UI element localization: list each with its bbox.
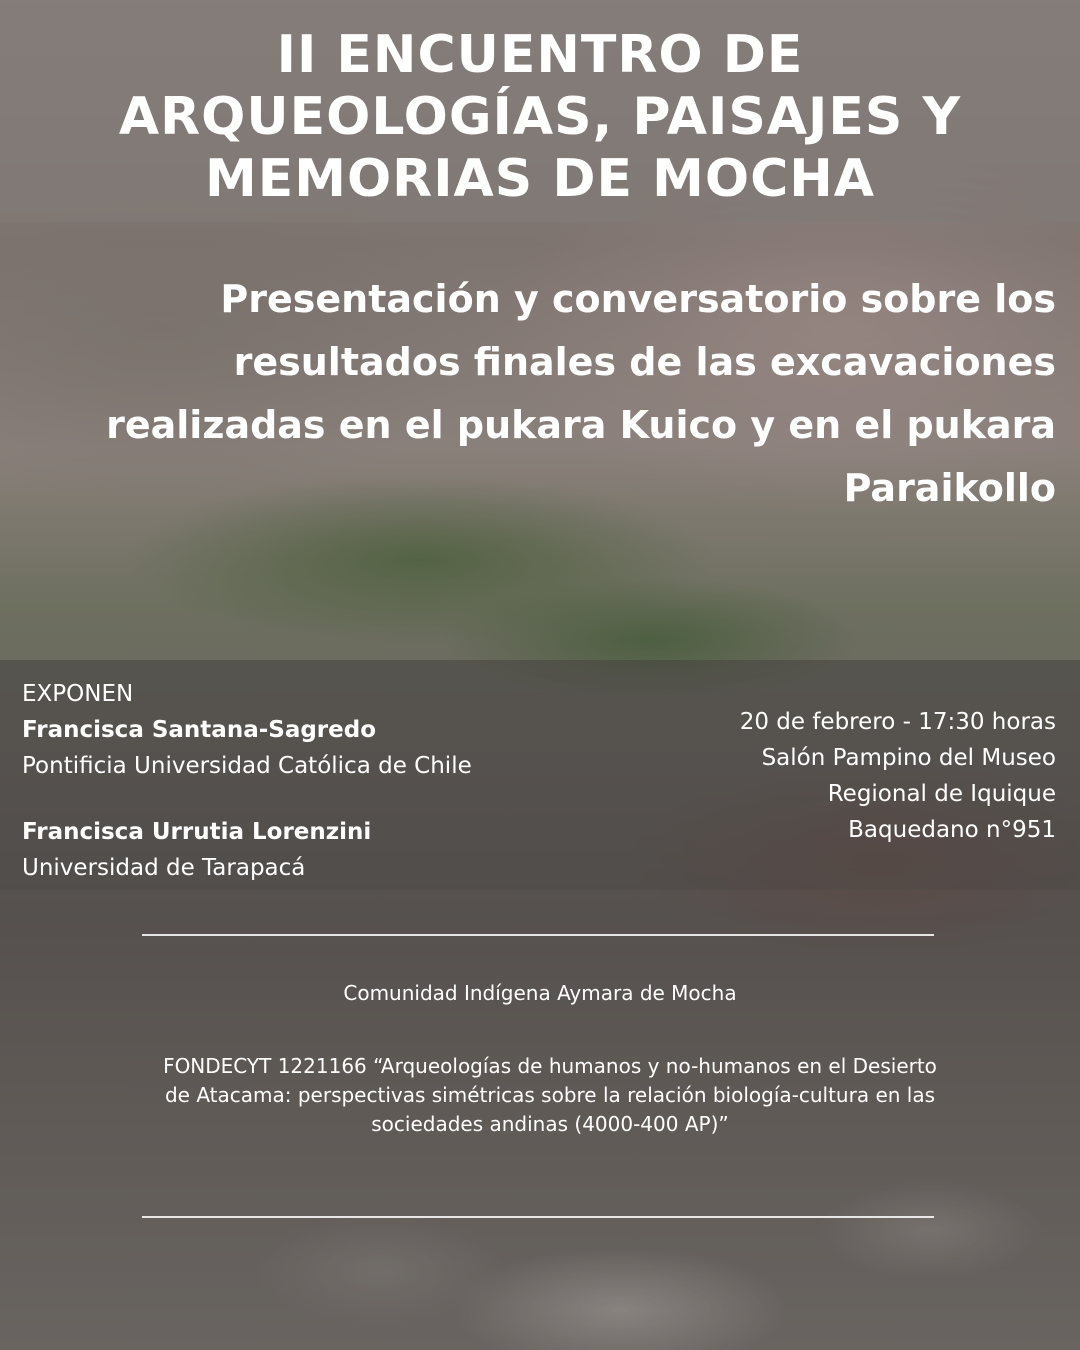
- funding-credit: FONDECYT 1221166 “Arqueologías de humanos y no-humanos en el Desierto de Atacama: perspectivas simétricas sobre la relación biología-cultura en las sociedades andinas (4000-400 AP)”: [163, 1054, 937, 1136]
- speakers-label: EXPONEN: [22, 681, 134, 707]
- poster-subtitle: Presentación y conversatorio sobre los resultados finales de las excavaciones realizadas en el pukara Kuico y en el pukara Paraikollo: [106, 277, 1056, 510]
- speaker-affiliation: Universidad de Tarapacá: [22, 855, 306, 881]
- event-venue: Regional de Iquique: [827, 781, 1056, 807]
- event-details: [636, 704, 1056, 848]
- speakers-section: [22, 676, 642, 886]
- poster-title: II ENCUENTRO DE ARQUEOLOGÍAS, PAISAJES Y MEMORIAS DE MOCHA: [118, 25, 962, 209]
- speaker-spacer: [22, 784, 642, 814]
- event-venue: Salón Pampino del Museo: [761, 745, 1056, 771]
- speaker-affiliation: Pontificia Universidad Católica de Chile: [22, 753, 472, 779]
- event-address: Baquedano n°951: [848, 817, 1056, 843]
- divider: [142, 1216, 934, 1218]
- divider: [142, 934, 934, 936]
- community-credit: Comunidad Indígena Aymara de Mocha: [343, 981, 737, 1005]
- event-datetime: 20 de febrero - 17:30 horas: [739, 709, 1056, 735]
- speaker-name: Francisca Santana-Sagredo: [22, 717, 377, 743]
- speaker-name: Francisca Urrutia Lorenzini: [22, 819, 372, 845]
